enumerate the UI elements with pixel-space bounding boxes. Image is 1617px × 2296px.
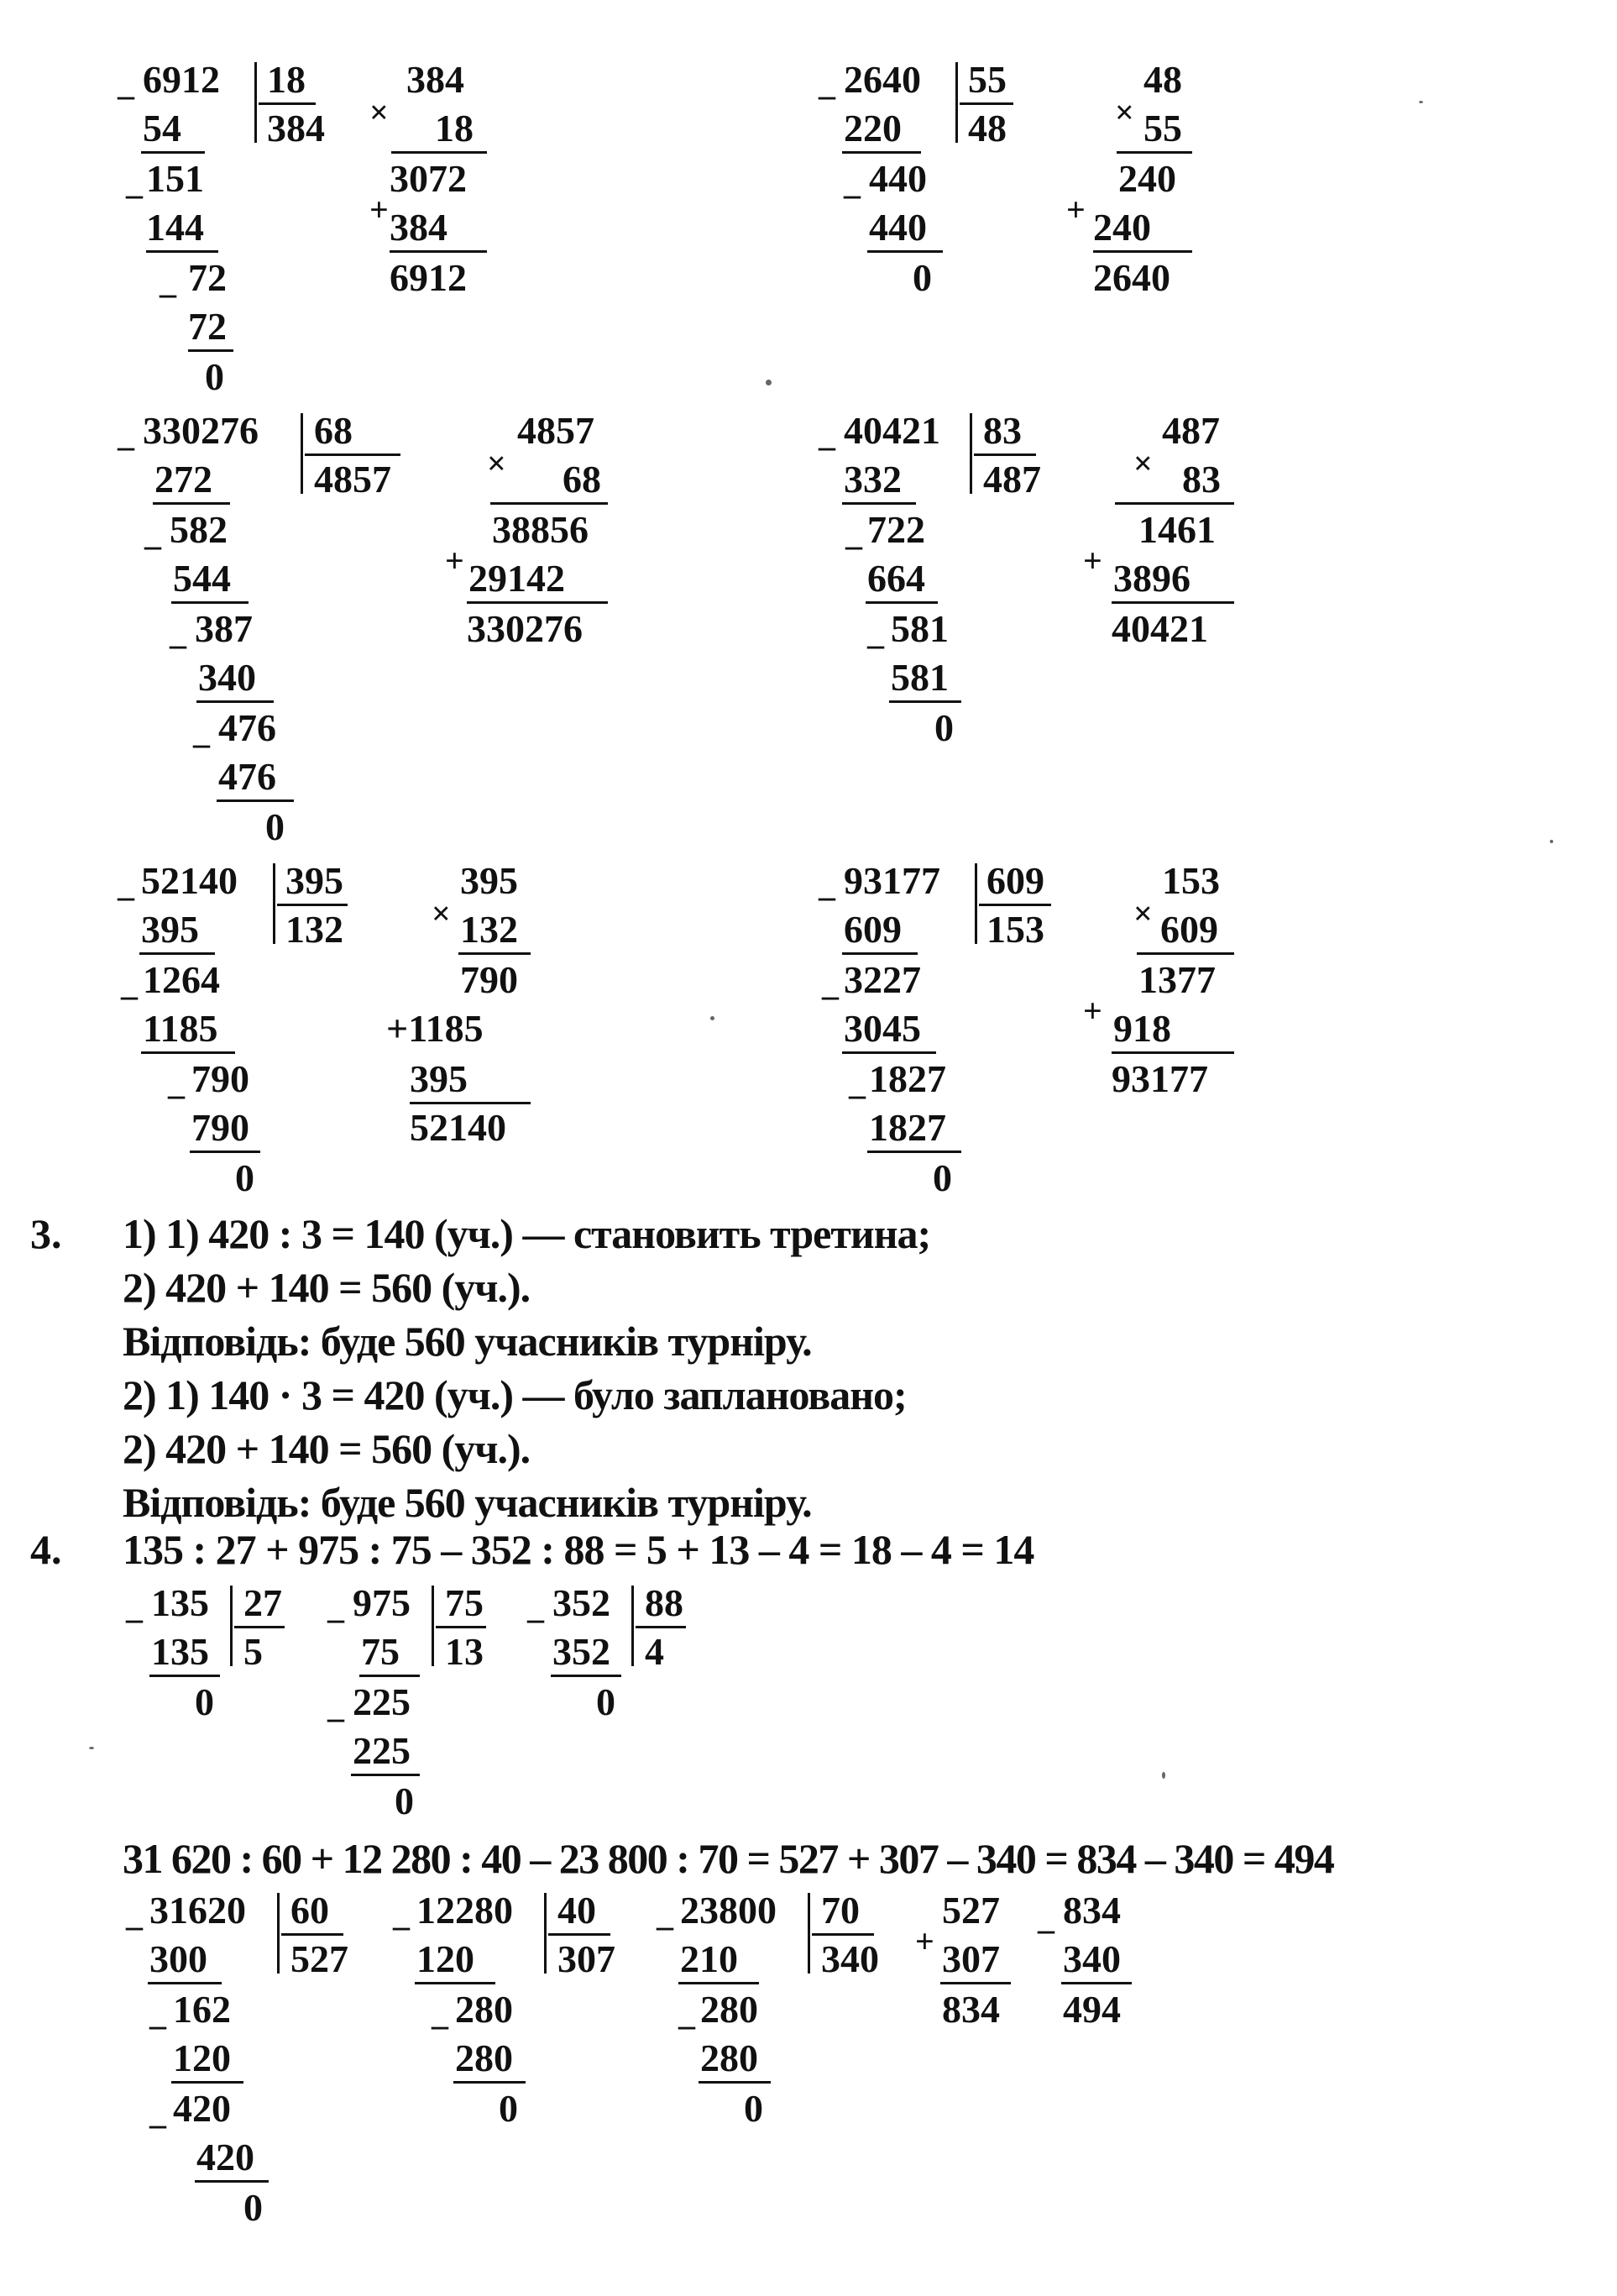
times-sign: × — [1133, 894, 1153, 932]
step: 225 — [353, 1680, 411, 1723]
step: 210 — [680, 1937, 738, 1980]
partial-product: 29142 — [468, 557, 565, 600]
quotient: 153 — [986, 908, 1044, 951]
step: 790 — [191, 1106, 249, 1149]
minus-sign: _ — [432, 1995, 448, 2032]
step: 1827 — [869, 1057, 946, 1100]
step: 664 — [867, 557, 925, 600]
step: 151 — [146, 157, 204, 200]
dividend: 93177 — [844, 859, 940, 902]
solution-line: 2) 1) 140 · 3 = 420 (уч.) — було заплановано; — [123, 1371, 907, 1418]
scan-speck — [1419, 101, 1423, 103]
expression-line: 135 : 27 + 975 : 75 – 352 : 88 = 5 + 13 – 4 = 18 – 4 = 14 — [123, 1526, 1034, 1573]
step: 120 — [416, 1937, 474, 1980]
step: 75 — [361, 1630, 400, 1673]
quotient: 5 — [243, 1630, 263, 1673]
answer-line: Відповідь: буде 560 учасників турніру. — [123, 1318, 812, 1365]
remainder: 0 — [913, 256, 932, 299]
minus-sign: _ — [819, 65, 835, 102]
divisor: 18 — [267, 58, 306, 101]
step: 352 — [552, 1630, 610, 1673]
minus-sign: _ — [168, 1064, 185, 1102]
step: 3045 — [844, 1007, 921, 1050]
step: 582 — [170, 508, 228, 551]
remainder: 0 — [195, 1680, 214, 1723]
dividend: 2640 — [844, 58, 921, 101]
step: 300 — [149, 1937, 207, 1980]
minus-sign: _ — [121, 965, 138, 1003]
scan-speck — [89, 1747, 94, 1749]
times-sign: × — [369, 93, 389, 131]
sum: 834 — [942, 1988, 1000, 2031]
partial-product: 395 — [410, 1057, 468, 1100]
solution-line: 2) 420 + 140 = 560 (уч.). — [123, 1425, 531, 1472]
plus-sign: + — [445, 542, 464, 579]
step: 420 — [173, 2087, 231, 2130]
step: 476 — [218, 706, 276, 749]
divisor: 55 — [968, 58, 1007, 101]
partial-product: 1377 — [1138, 958, 1216, 1001]
minus-sign: _ — [819, 866, 835, 904]
minus-sign: _ — [118, 866, 134, 904]
step: 581 — [891, 656, 949, 699]
remainder: 0 — [265, 805, 285, 848]
minus-sign: _ — [193, 713, 210, 751]
minus-sign: _ — [657, 1895, 673, 1933]
solution-line: 1) 1) 420 : 3 = 140 (уч.) — становить третина; — [123, 1210, 931, 1257]
expression-line: 31 620 : 60 + 12 280 : 40 – 23 800 : 70 = 527 + 307 – 340 = 834 – 340 = 494 — [123, 1835, 1334, 1882]
step: 120 — [173, 2037, 231, 2079]
factor: 68 — [563, 458, 601, 501]
scan-speck — [1162, 1772, 1165, 1779]
step: 162 — [173, 1988, 231, 2031]
quotient: 132 — [285, 908, 343, 951]
product: 6912 — [390, 256, 467, 299]
factor: 384 — [406, 58, 464, 101]
plus-sign: + — [1066, 191, 1086, 228]
scan-speck — [766, 380, 772, 385]
minus-sign: _ — [170, 614, 186, 652]
dividend: 23800 — [680, 1889, 777, 1932]
remainder: 0 — [933, 1156, 952, 1199]
step: 440 — [869, 157, 927, 200]
step: 722 — [867, 508, 925, 551]
divisor: 27 — [243, 1581, 282, 1624]
dividend: 52140 — [141, 859, 238, 902]
factor: 153 — [1162, 859, 1220, 902]
remainder: 0 — [744, 2087, 763, 2130]
product: 93177 — [1112, 1057, 1208, 1100]
times-sign: × — [487, 444, 506, 482]
minus-sign: _ — [393, 1895, 410, 1933]
step: 144 — [146, 206, 204, 249]
divisor: 40 — [557, 1889, 596, 1932]
divisor: 75 — [445, 1581, 484, 1624]
step: 340 — [198, 656, 256, 699]
partial-product: 918 — [1113, 1007, 1171, 1050]
step: 332 — [844, 458, 902, 501]
minus-sign: _ — [126, 1588, 143, 1626]
dividend: 352 — [552, 1581, 610, 1624]
remainder: 0 — [596, 1680, 615, 1723]
plus-sign: + — [915, 1922, 934, 1960]
minus-sign: _ — [160, 263, 176, 301]
step: 581 — [891, 607, 949, 650]
minus-sign: _ — [144, 515, 161, 553]
remainder: 0 — [499, 2087, 518, 2130]
step: 420 — [196, 2136, 254, 2178]
step: 395 — [141, 908, 199, 951]
product: 330276 — [467, 607, 583, 650]
minus-sign: _ — [126, 1895, 143, 1933]
factor: 83 — [1182, 458, 1221, 501]
factor: 395 — [460, 859, 518, 902]
product: 2640 — [1093, 256, 1170, 299]
addend: 527 — [942, 1889, 1000, 1932]
addend: 307 — [942, 1937, 1000, 1980]
task-number: 4. — [30, 1526, 62, 1573]
quotient: 13 — [445, 1630, 484, 1673]
factor: 55 — [1143, 107, 1182, 149]
dividend: 6912 — [143, 58, 220, 101]
plus-sign: + — [1083, 542, 1102, 579]
remainder: 0 — [243, 2186, 263, 2229]
quotient: 307 — [557, 1937, 615, 1980]
step: 220 — [844, 107, 902, 149]
partial-product: 3072 — [390, 157, 467, 200]
factor: 487 — [1162, 409, 1220, 452]
quotient: 340 — [821, 1937, 879, 1980]
divisor: 609 — [986, 859, 1044, 902]
difference: 494 — [1063, 1988, 1121, 2031]
remainder: 0 — [934, 706, 954, 749]
step: 544 — [173, 557, 231, 600]
minuend: 834 — [1063, 1889, 1121, 1932]
factor: 4857 — [517, 409, 594, 452]
partial-product: +1185 — [386, 1007, 484, 1050]
partial-product: 1461 — [1138, 508, 1216, 551]
step: 72 — [188, 305, 227, 348]
step: 440 — [869, 206, 927, 249]
times-sign: × — [1115, 93, 1134, 131]
quotient: 4857 — [314, 458, 391, 501]
step: 54 — [143, 107, 181, 149]
minus-sign: _ — [844, 164, 861, 202]
scan-speck — [1550, 840, 1553, 843]
partial-product: 790 — [460, 958, 518, 1001]
remainder: 0 — [235, 1156, 254, 1199]
divisor: 70 — [821, 1889, 860, 1932]
minus-sign: _ — [118, 416, 134, 453]
minus-sign: _ — [149, 2094, 166, 2131]
dividend: 330276 — [143, 409, 259, 452]
partial-product: 240 — [1093, 206, 1151, 249]
minus-sign: _ — [118, 65, 134, 102]
divisor: 83 — [983, 409, 1022, 452]
step: 280 — [455, 2037, 513, 2079]
quotient: 384 — [267, 107, 325, 149]
divisor: 60 — [290, 1889, 329, 1932]
minus-sign: _ — [327, 1687, 344, 1725]
dividend: 975 — [353, 1581, 411, 1624]
product: 40421 — [1112, 607, 1208, 650]
minus-sign: _ — [149, 1995, 166, 2032]
dividend: 135 — [151, 1581, 209, 1624]
step: 476 — [218, 755, 276, 798]
product: 52140 — [410, 1106, 506, 1149]
step: 72 — [188, 256, 227, 299]
times-sign: × — [432, 894, 451, 932]
step: 790 — [191, 1057, 249, 1100]
divisor: 68 — [314, 409, 353, 452]
scan-speck — [710, 1016, 714, 1020]
step: 3227 — [844, 958, 921, 1001]
partial-product: 38856 — [492, 508, 589, 551]
minus-sign: _ — [819, 416, 835, 453]
quotient: 487 — [983, 458, 1041, 501]
minus-sign: _ — [327, 1588, 344, 1626]
factor: 18 — [435, 107, 474, 149]
step: 609 — [844, 908, 902, 951]
plus-sign: + — [369, 191, 389, 228]
subtrahend: 340 — [1063, 1937, 1121, 1980]
quotient: 48 — [968, 107, 1007, 149]
dividend: 40421 — [844, 409, 940, 452]
step: 280 — [700, 2037, 758, 2079]
factor: 48 — [1143, 58, 1182, 101]
quotient: 4 — [645, 1630, 664, 1673]
step: 135 — [151, 1630, 209, 1673]
minus-sign: _ — [822, 965, 839, 1003]
remainder: 0 — [205, 355, 224, 398]
minus-sign: _ — [845, 515, 862, 553]
step: 272 — [154, 458, 212, 501]
answer-line: Відповідь: буде 560 учасників турніру. — [123, 1479, 812, 1526]
times-sign: × — [1133, 444, 1153, 482]
minus-sign: _ — [849, 1064, 866, 1102]
minus-sign: _ — [867, 614, 884, 652]
minus-sign: _ — [678, 1995, 695, 2032]
partial-product: 3896 — [1113, 557, 1191, 600]
step: 387 — [195, 607, 253, 650]
minus-sign: _ — [126, 164, 143, 202]
step: 225 — [353, 1729, 411, 1772]
minus-sign: _ — [527, 1588, 544, 1626]
quotient: 527 — [290, 1937, 348, 1980]
partial-product: 384 — [390, 206, 447, 249]
step: 1264 — [143, 958, 220, 1001]
solution-line: 2) 420 + 140 = 560 (уч.). — [123, 1264, 531, 1311]
step: 280 — [455, 1988, 513, 2031]
step: 1185 — [143, 1007, 218, 1050]
factor: 609 — [1160, 908, 1218, 951]
remainder: 0 — [395, 1780, 414, 1822]
dividend: 12280 — [416, 1889, 513, 1932]
task-number: 3. — [30, 1210, 62, 1257]
divisor: 395 — [285, 859, 343, 902]
minus-sign: _ — [1038, 1899, 1054, 1937]
factor: 132 — [460, 908, 518, 951]
divisor: 88 — [645, 1581, 683, 1624]
plus-sign: + — [1083, 992, 1102, 1030]
dividend: 31620 — [149, 1889, 246, 1932]
partial-product: 240 — [1118, 157, 1176, 200]
step: 280 — [700, 1988, 758, 2031]
step: 1827 — [869, 1106, 946, 1149]
